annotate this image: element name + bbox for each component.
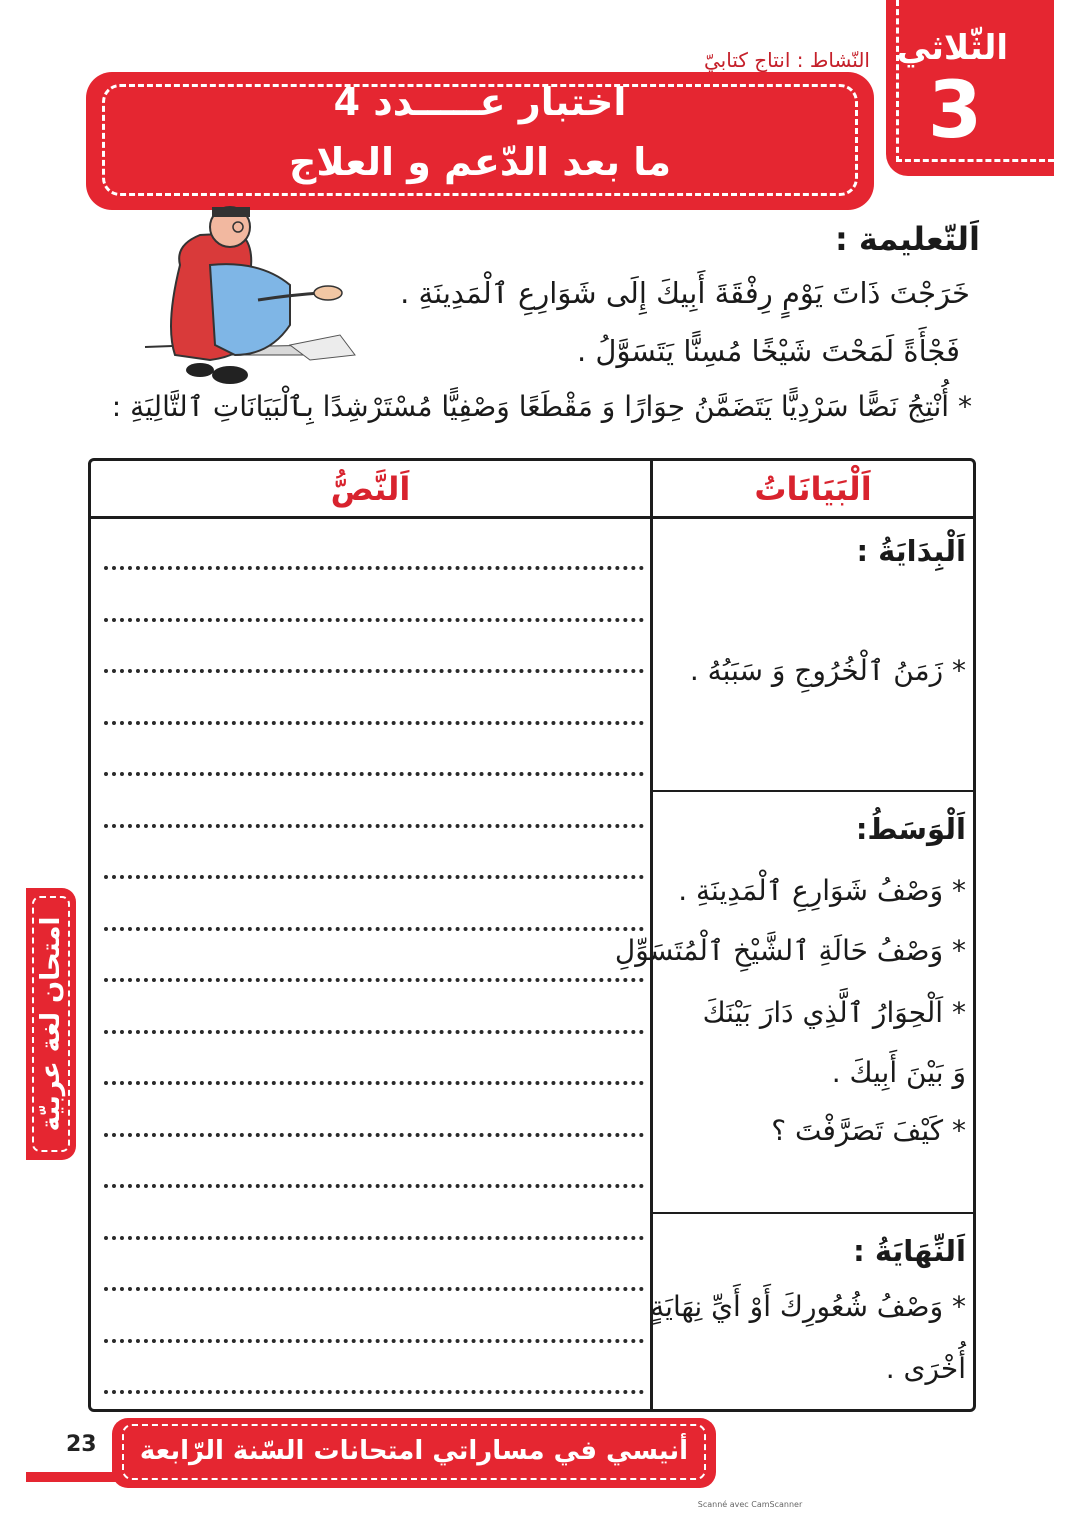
column-header-data: اَلْبَيَانَاتُ (754, 470, 872, 508)
writing-line[interactable] (104, 1287, 644, 1291)
middle-item: * اَلْحِوَارُ ٱلَّذِي دَارَ بَيْنَكَ (702, 996, 966, 1029)
section-divider (650, 790, 976, 792)
instruction-line-3: * أُنْتِجُ نَصًّا سَرْدِيًّا يَتَضَمَّنُ حِوَارًا وَ مَقْطَعًا وَصْفِيًّا مُسْتَرْشِدًا بِٱلْبَيَانَاتِ ٱلتَّالِيَةِ : (111, 390, 972, 423)
writing-line[interactable] (104, 1236, 644, 1240)
end-item: أُخْرَى . (885, 1352, 966, 1385)
writing-line[interactable] (104, 1133, 644, 1137)
writing-line[interactable] (104, 978, 644, 982)
title-line-2: ما بعد الدّعم و العلاج (289, 140, 671, 184)
page-number: 23 (66, 1432, 97, 1457)
writing-line[interactable] (104, 618, 644, 622)
scanner-watermark: Scanné avec CamScanner (697, 1500, 803, 1509)
writing-line[interactable] (104, 927, 644, 931)
writing-line[interactable] (104, 1184, 644, 1188)
beginning-title: اَلْبِدَايَةُ : (856, 534, 966, 568)
writing-line[interactable] (104, 721, 644, 725)
trimester-label: الثّلاثي (896, 28, 1008, 68)
instruction-line-2: فَجْأَةً لَمَحْتَ شَيْخًا مُسِنًّا يَتَسَوَّلُ . (576, 334, 960, 368)
title-line-1: اختبار عـــــدد 4 (333, 80, 627, 124)
writing-line[interactable] (104, 824, 644, 828)
writing-line[interactable] (104, 1030, 644, 1034)
instruction-line-1: خَرَجْتَ ذَاتَ يَوْمٍ رِفْقَةَ أَبِيكَ إِلَى شَوَارِعِ ٱلْمَدِينَةِ . (400, 276, 970, 310)
writing-line[interactable] (104, 566, 644, 570)
instruction-title: اَلتّعليمة : (834, 220, 980, 258)
column-header-text: اَلنَّصُّ (330, 470, 411, 508)
side-tab-label (26, 888, 76, 1160)
middle-item: * كَيْفَ تَصَرَّفْتَ ؟ (771, 1114, 966, 1147)
middle-item: * وَصْفُ حَالَةِ ٱلشَّيْخِ ٱلْمُتَسَوِّلِ (614, 934, 966, 967)
end-title: اَلنِّهَايَةُ : (853, 1234, 966, 1268)
middle-title: اَلْوَسَطُ: (855, 812, 966, 846)
writing-line[interactable] (104, 875, 644, 879)
writing-line[interactable] (104, 1339, 644, 1343)
activity-label: النّشاط : انتاج كتابيّ (704, 48, 870, 72)
footer-rule (26, 1472, 126, 1482)
writing-line[interactable] (104, 1390, 644, 1394)
writing-line[interactable] (104, 772, 644, 776)
beginning-item: * زَمَنُ ٱلْخُرُوجِ وَ سَبَبُهُ . (689, 654, 966, 687)
trimester-number: 3 (927, 66, 983, 156)
end-item: * وَصْفُ شُعُورِكَ أَوْ أَيِّ نِهَايَةٍ (650, 1290, 966, 1323)
beggar-illustration (140, 205, 370, 390)
writing-line[interactable] (104, 669, 644, 673)
section-divider (650, 1212, 976, 1214)
middle-item: * وَصْفُ شَوَارِعِ ٱلْمَدِينَةِ . (678, 874, 966, 907)
writing-line[interactable] (104, 1081, 644, 1085)
footer-book-title: أنيسي في مساراتي امتحانات السّنة الرّابعة (139, 1436, 689, 1466)
header-divider (88, 516, 976, 519)
side-tab-text: امتحان لغة عربيّة (36, 916, 66, 1132)
middle-item: وَ بَيْنَ أَبِيكَ . (831, 1056, 966, 1089)
